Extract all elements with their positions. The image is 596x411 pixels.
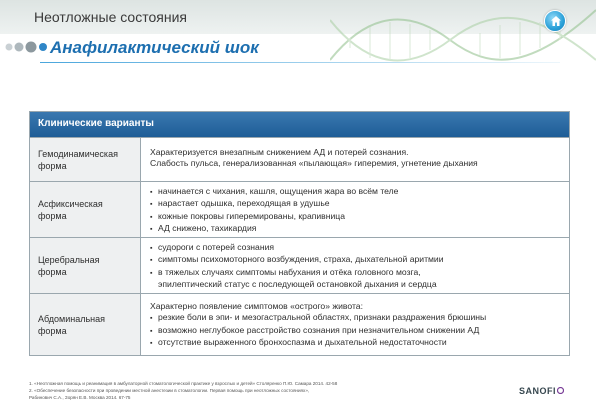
section-title: Неотложные состояния bbox=[34, 9, 187, 25]
row-label-line: форма bbox=[38, 266, 67, 277]
logo-mark-icon bbox=[557, 387, 564, 394]
row-label bbox=[30, 294, 141, 355]
page-title: Анафилактический шок bbox=[50, 38, 259, 57]
home-button[interactable] bbox=[544, 10, 566, 32]
description-line: Характерно появление симптомов «острого» живота: bbox=[150, 301, 363, 311]
table-row bbox=[30, 293, 569, 355]
row-label-line: Абдоминальная bbox=[38, 313, 105, 324]
row-description bbox=[142, 182, 569, 237]
row-description bbox=[142, 238, 569, 293]
sanofi-logo bbox=[519, 386, 564, 396]
title-underline bbox=[40, 62, 560, 63]
bullet-item: ▪ начинается с чихания, кашля, ощущения жара во всём теле bbox=[150, 186, 563, 198]
bullet-item: ▪ отсутствие выраженного бронхоспазма и дыхательной недостаточности bbox=[150, 337, 563, 349]
row-description bbox=[142, 294, 569, 355]
bullet-item: ▪ судороги с потерей сознания bbox=[150, 242, 563, 254]
row-label bbox=[30, 238, 141, 293]
bullet-item: ▪ АД снижено, тахикардия bbox=[150, 223, 563, 235]
row-label-line: Церебральная bbox=[38, 254, 100, 265]
footnote-line: 1. «Неотложная помощь и реанимация в амбулаторной стоматологической практике у взрослых и детей» Столяренко П.Ю. Самара 2014. 42-58 bbox=[29, 381, 338, 386]
bullet-item: ▪ в тяжелых случаях симптомы набухания и отёка головного мозга, bbox=[150, 267, 563, 279]
bullet-item: ▪ нарастает одышка, переходящая в удушье bbox=[150, 198, 563, 210]
logo-text: SANOFI bbox=[519, 386, 557, 396]
footnote-line: 2. «Обеспечение безопасности при проведении местной анестезии в стоматологии. Первая помощь при неотложных состояниях», bbox=[29, 388, 310, 393]
row-label-line: Гемодинамическая bbox=[38, 148, 118, 159]
bullet-item: ▪ кожные покровы гиперемированы, крапивница bbox=[150, 211, 563, 223]
footnote-line: Рабинович С.А., Зорян Е.В. Москва 2014. 67-75 bbox=[29, 395, 131, 400]
table-row bbox=[30, 181, 569, 237]
row-label bbox=[30, 138, 141, 181]
bullet-continuation: эпилептический статус с последующей остановкой дыхания и сердца bbox=[158, 278, 437, 289]
bullet-item: ▪ симптомы психомоторного возбуждения, страха, дыхательной аритмии bbox=[150, 254, 563, 266]
table-row bbox=[30, 237, 569, 293]
table-heading: Клинические варианты bbox=[30, 112, 569, 137]
bullet-item: ▪ возможно неглубокое расстройство сознания при незначительном снижении АД bbox=[150, 325, 563, 337]
footnotes bbox=[29, 380, 499, 401]
row-label-line: форма bbox=[38, 160, 67, 171]
description-line: Характеризуется внезапным снижением АД и потерей сознания. bbox=[150, 147, 409, 157]
dots-decoration bbox=[4, 38, 48, 58]
table-row bbox=[30, 137, 569, 181]
description-line: Слабость пульса, генерализованная «пылающая» гиперемия, угнетение дыхания bbox=[150, 158, 478, 169]
row-label-line: форма bbox=[38, 210, 67, 221]
bullet-item: ▪ резкие боли в эпи- и мезогастральной областях, признаки раздражения брюшины bbox=[150, 312, 563, 324]
clinical-variants-table bbox=[29, 111, 570, 356]
row-label-line: Асфиксическая bbox=[38, 198, 103, 209]
row-description bbox=[142, 138, 569, 181]
row-label-line: форма bbox=[38, 325, 67, 336]
home-icon bbox=[550, 15, 562, 27]
row-label bbox=[30, 182, 141, 237]
